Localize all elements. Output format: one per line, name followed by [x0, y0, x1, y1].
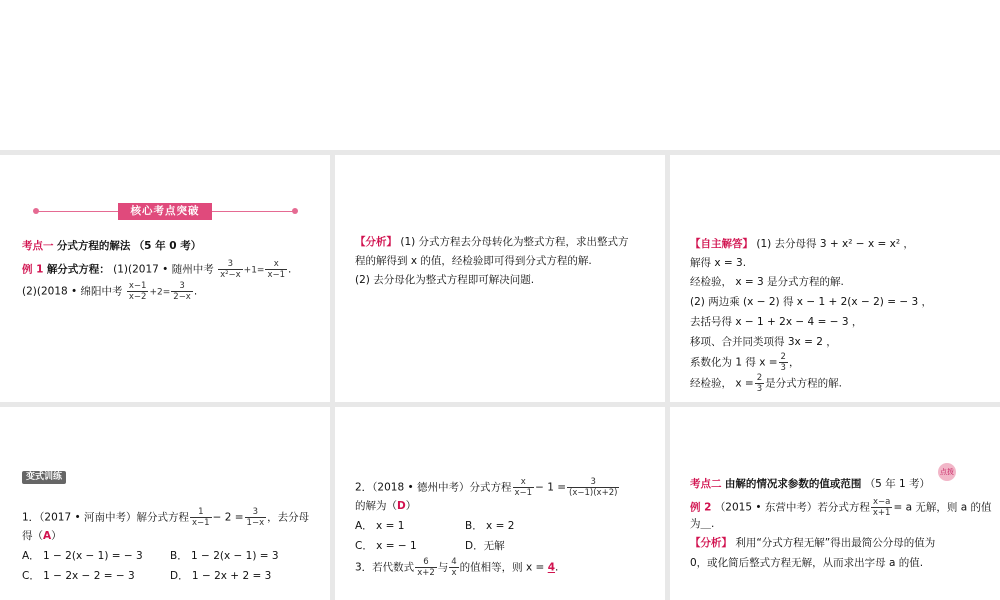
banner-dot-right — [292, 208, 298, 214]
slide-analysis-1[interactable] — [335, 155, 665, 402]
q3-answer: 4 — [547, 561, 556, 574]
part2-source: (2)(2018 • 绵阳中考 — [22, 285, 123, 298]
q3-fraction-1: $\frac{6}{x+2}$ — [417, 557, 435, 578]
q2-option-d: D．无解 — [465, 540, 505, 552]
topic-frequency: （5 年 0 考） — [133, 240, 202, 252]
topic-heading — [22, 239, 201, 253]
hint-badge-icon: 点拨 — [938, 463, 956, 481]
topic-2-number: 考点二 — [690, 478, 722, 490]
solution-line-3: 经检验， x = 3 是分式方程的解. — [690, 276, 844, 288]
q2-fraction-1: $\frac{x}{x-1}$ — [514, 477, 533, 498]
eq1-fraction-1: $\frac{3}{\text{x²−x}}$ — [220, 259, 241, 280]
question-1: 1．（2017 • 河南中考）解分式方程 $\frac{1}{x-1}$ − 2 = $\frac{3}{1-x}$ ，去分母 — [22, 507, 310, 528]
solution-line-7: 系数化为 1 得 x = $\frac{2}{3}$ ， — [690, 352, 800, 373]
analysis-line-1: 【分析】 (1) 分式方程去分母转化为整式方程，求出整式方 — [355, 236, 629, 248]
solution-label: 【自主解答】 — [690, 238, 753, 250]
section-banner: 核心考点突破 — [118, 203, 212, 220]
topic-2-title: 由解的情况求参数的值或范围 — [724, 478, 862, 490]
ex2-fraction: $\frac{x-a}{x+1}$ — [872, 497, 891, 518]
topic-2-heading — [690, 477, 930, 491]
analysis-2-label: 【分析】 — [690, 537, 732, 549]
example-1-part2: (2)(2018 • 绵阳中考 $\frac{x-1}{x-2}$ +2= $\frac{3}{2-x}$ . — [22, 281, 198, 302]
solution-line-4: (2) 两边乘 (x − 2) 得 x − 1 + 2(x − 2) = − 3 ， — [690, 296, 932, 308]
solution-line-5: 去括号得 x − 1 + 2x − 4 = − 3 ， — [690, 316, 863, 328]
q1-option-d: D． 1 − 2x + 2 = 3 — [170, 570, 272, 582]
q1-fraction-2: $\frac{3}{1-x}$ — [246, 507, 265, 528]
eq2-fraction-1: $\frac{x-1}{x-2}$ — [128, 281, 147, 302]
slide-core-topic[interactable] — [0, 155, 330, 402]
example-prompt: 解分式方程： — [46, 263, 110, 276]
blank-slide-top — [0, 0, 1000, 150]
q1-fraction-1: $\frac{1}{x-1}$ — [192, 507, 210, 528]
example-2-label: 例 2 — [690, 501, 712, 514]
solution-line-8: 经检验， x = $\frac{2}{3}$ 是分式方程的解. — [690, 373, 842, 394]
topic-title: 分式方程的解法 — [56, 240, 131, 252]
example-2-analysis: 【分析】 利用“分式方程无解”得出最简公分母的值为 — [690, 537, 936, 549]
question-2: 2．（2018 • 德州中考）分式方程 $\frac{x}{x-1}$ − 1 = $\frac{3}{(x-1)(x+2)}$ — [355, 477, 618, 498]
practice-tag: 变式训练 — [22, 471, 66, 484]
example-label: 例 1 — [22, 263, 44, 276]
eq2-fraction-2: $\frac{3}{2-x}$ — [173, 281, 191, 302]
q2-answer: D — [397, 500, 406, 512]
q1-answer: A — [43, 530, 52, 542]
analysis-line-2: 程的解得到 x 的值，经检验即可得到分式方程的解. — [355, 255, 592, 267]
frac-two-thirds-2: $\frac{2}{3}$ — [756, 373, 763, 394]
slide-topic-2[interactable] — [670, 407, 1000, 600]
analysis-label: 【分析】 — [355, 236, 397, 248]
slide-practice-1[interactable] — [0, 407, 330, 600]
q1-option-a: A． 1 − 2(x − 1) = − 3 — [22, 550, 143, 562]
q1-option-b: B． 1 − 2(x − 1) = 3 — [170, 550, 279, 562]
frac-two-thirds: $\frac{2}{3}$ — [780, 352, 786, 373]
topic-number: 考点一 — [22, 240, 54, 252]
question-3: 3．若代数式 $\frac{6}{x+2}$ 与 $\frac{4}{x}$ 的值相等，则 x = 4. — [355, 557, 559, 578]
part1-source: (1)(2017 • 随州中考 — [113, 263, 214, 276]
banner-dot-left — [33, 208, 39, 214]
topic-2-frequency: （5 年 1 考） — [864, 478, 931, 490]
example-2-line: 例 2 （2015 • 东营中考）若分式方程 $\frac{x-a}{x+1}$ = a 无解，则 a 的值 — [690, 497, 992, 518]
q3-fraction-2: $\frac{4}{x}$ — [451, 557, 457, 578]
question-2-answer-line: 的解为（D） — [355, 500, 417, 512]
solution-line-6: 移项、合并同类项得 3x = 2 ， — [690, 336, 837, 348]
example-1-line: 例 1 解分式方程： (1)(2017 • 随州中考 $\frac{3}{\text{x²−x}}$ +1= $\frac{x}{x-1}$ . — [22, 259, 292, 280]
q2-fraction-2: $\frac{3}{(x-1)(x+2)}$ — [569, 477, 618, 498]
slide-solution-1[interactable] — [670, 155, 1000, 402]
eq1-fraction-2: $\frac{x}{x-1}$ — [267, 259, 286, 280]
q2-option-a: A． x = 1 — [355, 520, 405, 532]
analysis-line-3: (2) 去分母化为整式方程即可解决问题. — [355, 274, 535, 286]
q2-option-b: B． x = 2 — [465, 520, 515, 532]
question-1-answer-line: 得（A） — [22, 530, 62, 542]
slide-practice-2[interactable] — [335, 407, 665, 600]
example-2-analysis-2: 0，或化简后整式方程无解，从而求出字母 a 的值. — [690, 557, 924, 569]
example-2-line-2: 为＿. — [690, 518, 715, 530]
solution-line-1: 【自主解答】 (1) 去分母得 3 + x² − x = x² ， — [690, 238, 914, 250]
q1-option-c: C． 1 − 2x − 2 = − 3 — [22, 570, 135, 582]
solution-line-2: 解得 x = 3. — [690, 257, 747, 269]
q2-option-c: C． x = − 1 — [355, 540, 417, 552]
